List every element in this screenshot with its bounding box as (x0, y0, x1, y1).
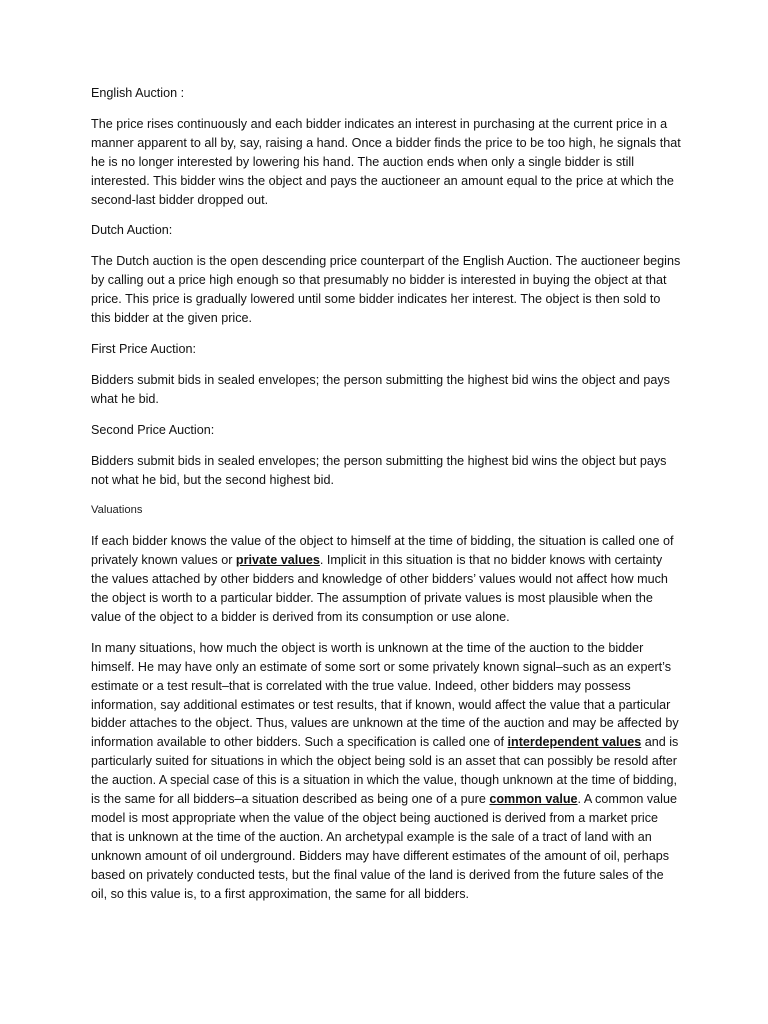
paragraph-text: and is particularly suited for situations in which the object being sold is an asset that can possibly be resold after the auction. A special case of this is a situation in which the value, though unknown at the time of bidding, is the same for all bidders–a situation described as being one of a pure (91, 735, 679, 807)
section-body: The Dutch auction is the open descending price counterpart of the English Auction. The auctioneer begins by calling out a price high enough so that presumably no bidder is interested in buying the object at that price. This price is gradually lowered until some bidder indicates her interest. The object is then sold to this bidder at the given price. (91, 254, 681, 326)
section-first-price-auction (91, 340, 681, 409)
paragraph-text: . Implicit in this situation is that no bidder knows with certainty the values attached by other bidders and knowledge of other bidders’ values would not affect how much the object is worth to a particular bidder. The assumption of private values is most plausible when the value of the object to a bidder is derived from its consumption or use alone. (91, 553, 668, 624)
section-valuations (91, 501, 681, 903)
section-heading: First Price Auction: (91, 341, 196, 356)
term-interdependent-values: interdependent values (507, 735, 642, 750)
section-english-auction (91, 84, 681, 209)
document-page (91, 84, 681, 916)
term-common-value: common value (489, 792, 578, 807)
section-second-price-auction (91, 421, 681, 490)
valuations-paragraph-1 (91, 532, 681, 627)
valuations-paragraph-2 (91, 639, 681, 904)
section-dutch-auction (91, 221, 681, 328)
section-body: Bidders submit bids in sealed envelopes; the person submitting the highest bid wins the object but pays not what he bid, but the second highest bid. (91, 453, 667, 487)
paragraph-text: In many situations, how much the object is worth is unknown at the time of the auction to the bidder himself. He may have only an estimate of some sort or some privately known signal–such as an expert’s estimate or a test result–that is correlated with the true value. Indeed, other bidders may possess information, say additional estimates or test results, that if known, would affect the value that a particular bidder attaches to the object. Thus, values are unknown at the time of the auction and may be affected by information available to other bidders. Such a specification is called one of (91, 640, 679, 750)
paragraph-text: If each bidder knows the value of the object to himself at the time of bidding, the situation is called one of privately known values or (91, 534, 674, 568)
section-body: The price rises continuously and each bidder indicates an interest in purchasing at the current price in a manner apparent to all by, say, raising a hand. Once a bidder finds the price to be too high, he signals that he is no longer interested by lowering his hand. The auction ends when only a single bidder is still interested. This bidder wins the object and pays the auctioneer an amount equal to the price at which the second-last bidder dropped out. (91, 116, 681, 207)
section-heading: Second Price Auction: (91, 422, 215, 437)
paragraph-text: . A common value model is most appropriate when the value of the object being auctioned is derived from a market price that is unknown at the time of the auction. An archetypal example is the sale of a tract of land with an unknown amount of oil underground. Bidders may have different estimates of the amount of oil, perhaps based on privately conducted tests, but the final value of the land is derived from the future sales of the oil, so this value is, to a first approximation, the same for all bidders. (91, 792, 677, 901)
section-heading: English Auction : (91, 86, 185, 100)
valuations-heading: Valuations (91, 504, 143, 517)
section-body: Bidders submit bids in sealed envelopes; the person submitting the highest bid wins the object and pays what he bid. (91, 372, 670, 406)
term-private-values: private values (235, 553, 320, 568)
section-heading: Dutch Auction: (91, 223, 173, 238)
